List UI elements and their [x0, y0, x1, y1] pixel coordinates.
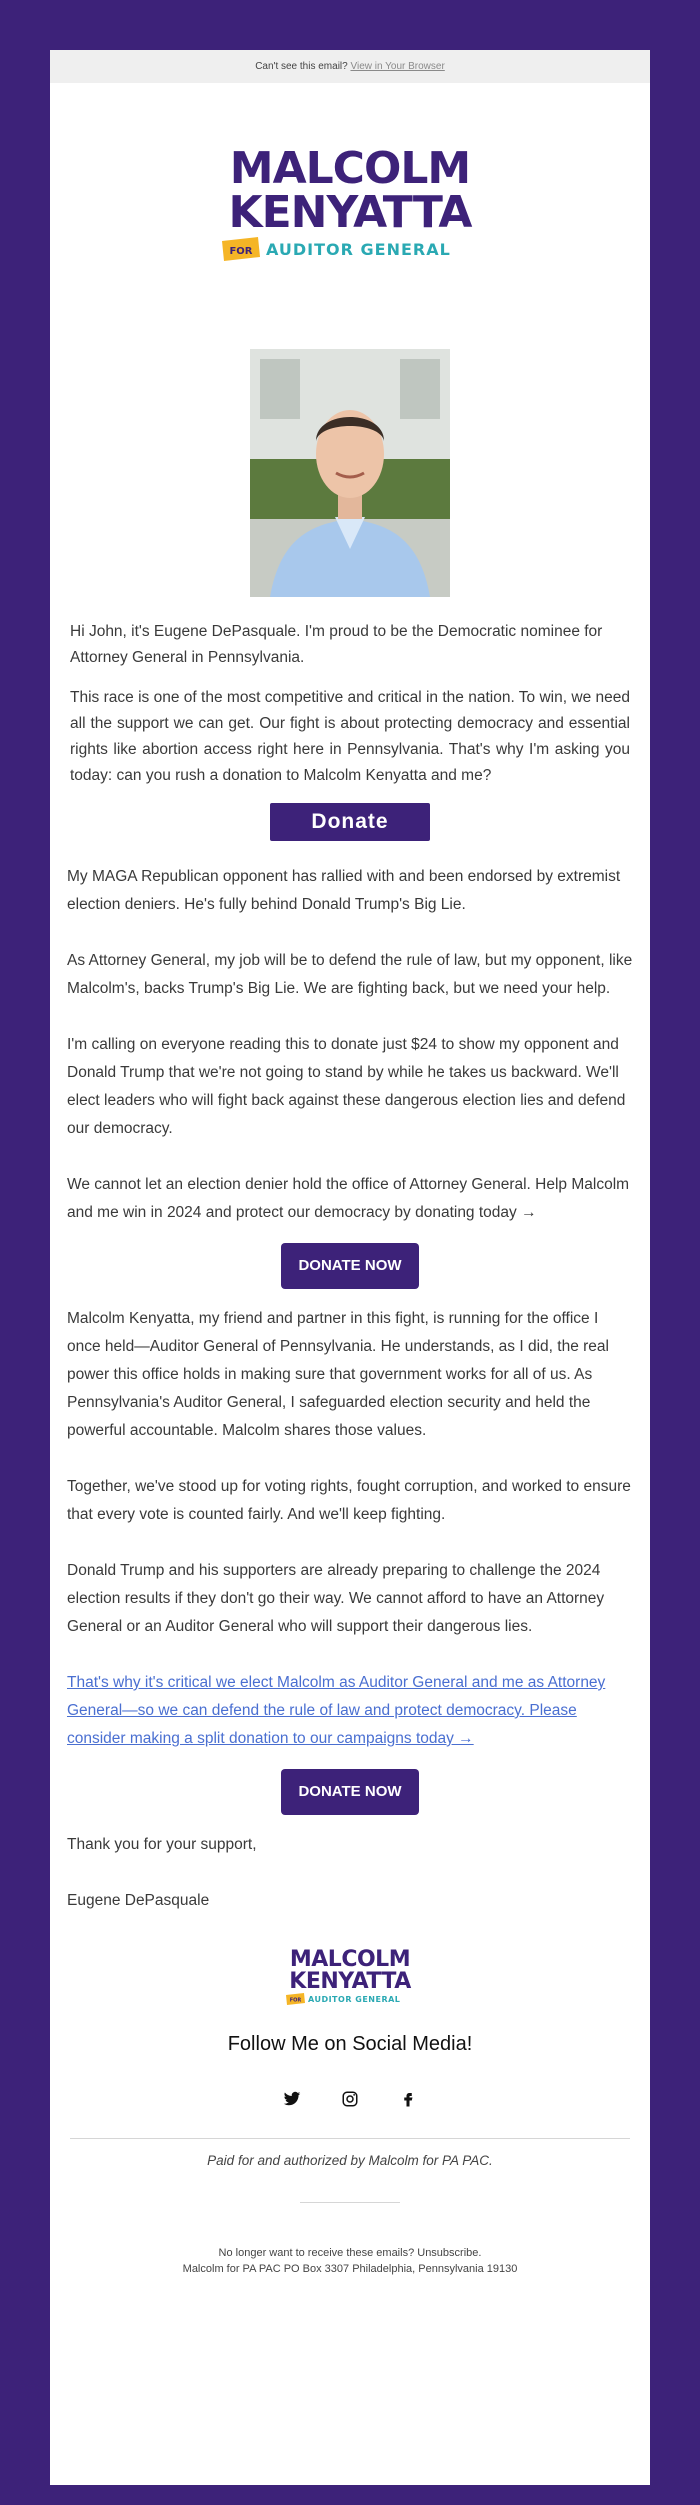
- footer-logo-for-text: FOR: [289, 1997, 302, 2004]
- body-paragraph-4: We cannot let an election denier hold the office of Attorney General. Help Malcolm and me win in 2024 and protect our democracy by donating today →: [67, 1176, 630, 1221]
- body-paragraph-6: Together, we've stood up for voting rights, fought corruption, and worked to ensure that every vote is counted fairly. And we'll keep fighting.: [67, 1478, 631, 1523]
- intro-paragraph-2: This race is one of the most competitive and critical in the nation. To win, we need all the support we can get. Our fight is about protecting democracy and essential rights like abortion access right here in Pennsylvania. That's why I'm asking you today: can you rush a donation to Malcolm Kenyatta and me?: [70, 689, 630, 784]
- body-section-2: [50, 1305, 650, 1753]
- split-donation-link[interactable]: That's why it's critical we elect Malcolm as Auditor General and me as Attorney General—so we can defend the rule of law and protect democracy. Please consider making a split donation to our campaigns today →: [67, 1674, 606, 1747]
- unsubscribe-text[interactable]: No longer want to receive these emails? Unsubscribe.: [218, 2247, 482, 2259]
- thanks-text: Thank you for your support,: [67, 1836, 257, 1853]
- body-section: [50, 863, 650, 1227]
- body-paragraph-2: As Attorney General, my job will be to defend the rule of law, but my opponent, like Malcolm's, backs Trump's Big Lie. We are fighting back, but we need your help.: [67, 952, 633, 997]
- campaign-logo: [50, 141, 650, 261]
- logo-office: AUDITOR GENERAL: [266, 240, 451, 259]
- logo-line1: MALCOLM: [229, 143, 471, 194]
- donate-now-button-2[interactable]: DONATE NOW: [281, 1769, 419, 1815]
- body-paragraph-1: My MAGA Republican opponent has rallied with and been endorsed by extremist election deniers. He's fully behind Donald Trump's Big Lie.: [67, 868, 621, 913]
- logo-graphic: [220, 141, 480, 261]
- body-paragraph-7: Donald Trump and his supporters are already preparing to challenge the 2024 election results if they don't go their way. We cannot afford to have an Attorney General or an Auditor General who will support their dangerous lies.: [67, 1562, 605, 1635]
- footer-logo-office: AUDITOR GENERAL: [308, 1995, 401, 2004]
- intro-paragraph-1: Hi John, it's Eugene DePasquale. I'm proud to be the Democratic nominee for Attorney General in Pennsylvania.: [70, 623, 603, 666]
- mailing-address: Malcolm for PA PAC PO Box 3307 Philadelphia, Pennsylvania 19130: [182, 2263, 518, 2275]
- instagram-icon[interactable]: [341, 2090, 359, 2108]
- divider: [70, 2138, 630, 2139]
- footer: [50, 2245, 650, 2277]
- logo-for-text: FOR: [229, 246, 253, 257]
- footer-logo-graphic: [285, 1945, 415, 2005]
- facebook-icon[interactable]: [399, 2090, 417, 2108]
- donate-button[interactable]: Donate: [270, 803, 430, 841]
- view-in-browser-link[interactable]: View in Your Browser: [350, 61, 445, 72]
- follow-heading: Follow Me on Social Media!: [227, 2033, 473, 2055]
- candidate-photo: [250, 349, 450, 597]
- paid-for-disclaimer: Paid for and authorized by Malcolm for PA PAC.: [207, 2153, 493, 2168]
- topbar-text: Can't see this email?: [255, 61, 348, 72]
- twitter-icon[interactable]: [283, 2090, 301, 2108]
- donate-now-button-1[interactable]: DONATE NOW: [281, 1243, 419, 1289]
- short-divider: [300, 2202, 400, 2203]
- footer-logo-line2: KENYATTA: [289, 1969, 411, 1994]
- logo-line2: KENYATTA: [228, 187, 472, 238]
- signature: Eugene DePasquale: [67, 1892, 210, 1909]
- view-in-browser-bar: [50, 50, 650, 83]
- footer-logo: [50, 1945, 650, 2005]
- social-links: [50, 2090, 650, 2108]
- footer-logo-line1: MALCOLM: [289, 1947, 411, 1972]
- body-paragraph-3: I'm calling on everyone reading this to donate just $24 to show my opponent and Donald Trump that we're not going to stand by while he takes us backward. We'll elect leaders who will fight back against these dangerous election lies and defend our democracy.: [67, 1036, 626, 1137]
- closing-section: [50, 1831, 650, 1915]
- email-container: [50, 50, 650, 2485]
- body-paragraph-5: Malcolm Kenyatta, my friend and partner in this fight, is running for the office I once held—Auditor General of Pennsylvania. He understands, as I did, the real power this office holds in making sure that government works for all of us. As Pennsylvania's Auditor General, I safeguarded election security and held the powerful accountable. Malcolm shares those values.: [67, 1310, 609, 1439]
- intro-section: [50, 619, 650, 789]
